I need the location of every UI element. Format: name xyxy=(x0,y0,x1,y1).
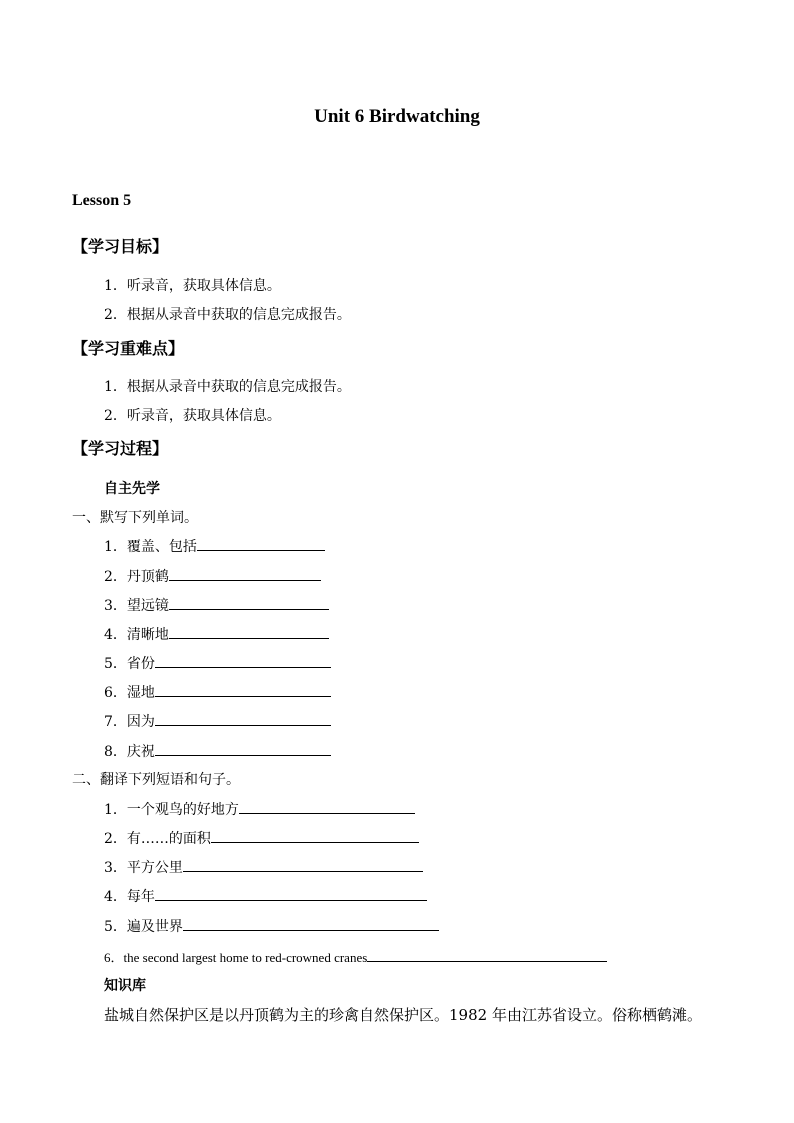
answer-blank[interactable] xyxy=(169,624,329,639)
difficulty-item: 1．根据从录音中获取的信息完成报告。 xyxy=(104,379,351,395)
answer-blank[interactable] xyxy=(169,566,321,581)
lesson-label: Lesson 5 xyxy=(72,192,132,209)
vocab-item xyxy=(104,741,331,761)
goal-item: 1．听录音，获取具体信息。 xyxy=(104,278,281,294)
vocab-prompt: 7．因为 xyxy=(104,714,155,730)
vocab-prompt: 1．覆盖、包括 xyxy=(104,539,197,555)
vocab-item xyxy=(104,682,331,702)
vocab-item xyxy=(104,653,331,673)
vocab-prompt: 3．望远镜 xyxy=(104,598,169,614)
translate-item xyxy=(104,799,415,819)
translate-item xyxy=(104,947,607,966)
goals-heading: 【学习目标】 xyxy=(72,237,169,256)
answer-blank[interactable] xyxy=(197,536,325,551)
page-title: Unit 6 Birdwatching xyxy=(314,106,480,127)
answer-blank[interactable] xyxy=(155,682,331,697)
translate-prompt: 6．the second largest home to red-crowned cranes xyxy=(104,950,368,965)
translate-prompt: 1．一个观鸟的好地方 xyxy=(104,802,239,818)
goal-item: 2．根据从录音中获取的信息完成报告。 xyxy=(104,307,351,323)
answer-blank[interactable] xyxy=(183,916,439,931)
translate-prompt: 4．每年 xyxy=(104,889,155,905)
knowledge-heading: 知识库 xyxy=(104,978,146,994)
difficulty-item: 2．听录音，获取具体信息。 xyxy=(104,408,281,424)
vocab-prompt: 4．清晰地 xyxy=(104,627,169,643)
vocab-item xyxy=(104,566,321,586)
answer-blank[interactable] xyxy=(155,711,331,726)
answer-blank[interactable] xyxy=(367,947,607,962)
translate-prompt: 3．平方公里 xyxy=(104,860,183,876)
answer-blank[interactable] xyxy=(155,741,331,756)
process-heading: 【学习过程】 xyxy=(72,439,169,458)
answer-blank[interactable] xyxy=(211,828,419,843)
vocab-item xyxy=(104,711,331,731)
self-study-heading: 自主先学 xyxy=(104,481,160,497)
answer-blank[interactable] xyxy=(155,886,427,901)
translate-item xyxy=(104,828,419,848)
answer-blank[interactable] xyxy=(155,653,331,668)
translate-prompt: 5．遍及世界 xyxy=(104,919,183,935)
vocab-prompt: 8．庆祝 xyxy=(104,744,155,760)
vocab-item xyxy=(104,595,329,615)
translate-item xyxy=(104,857,423,877)
vocab-prompt: 6．湿地 xyxy=(104,685,155,701)
translate-item xyxy=(104,886,427,906)
answer-blank[interactable] xyxy=(169,595,329,610)
vocab-prompt: 5．省份 xyxy=(104,656,155,672)
vocab-item xyxy=(104,624,329,644)
answer-blank[interactable] xyxy=(239,799,415,814)
part2-heading: 二、翻译下列短语和句子。 xyxy=(72,772,240,788)
vocab-item xyxy=(104,536,325,556)
translate-item xyxy=(104,916,439,936)
answer-blank[interactable] xyxy=(183,857,423,872)
knowledge-text: 盐城自然保护区是以丹顶鹤为主的珍禽自然保护区。1982 年由江苏省设立。俗称栖鹤滩。 xyxy=(104,1006,702,1024)
translate-prompt: 2．有……的面积 xyxy=(104,831,211,847)
vocab-prompt: 2．丹顶鹤 xyxy=(104,569,169,585)
part1-heading: 一、默写下列单词。 xyxy=(72,510,198,526)
difficulties-heading: 【学习重难点】 xyxy=(72,339,185,358)
